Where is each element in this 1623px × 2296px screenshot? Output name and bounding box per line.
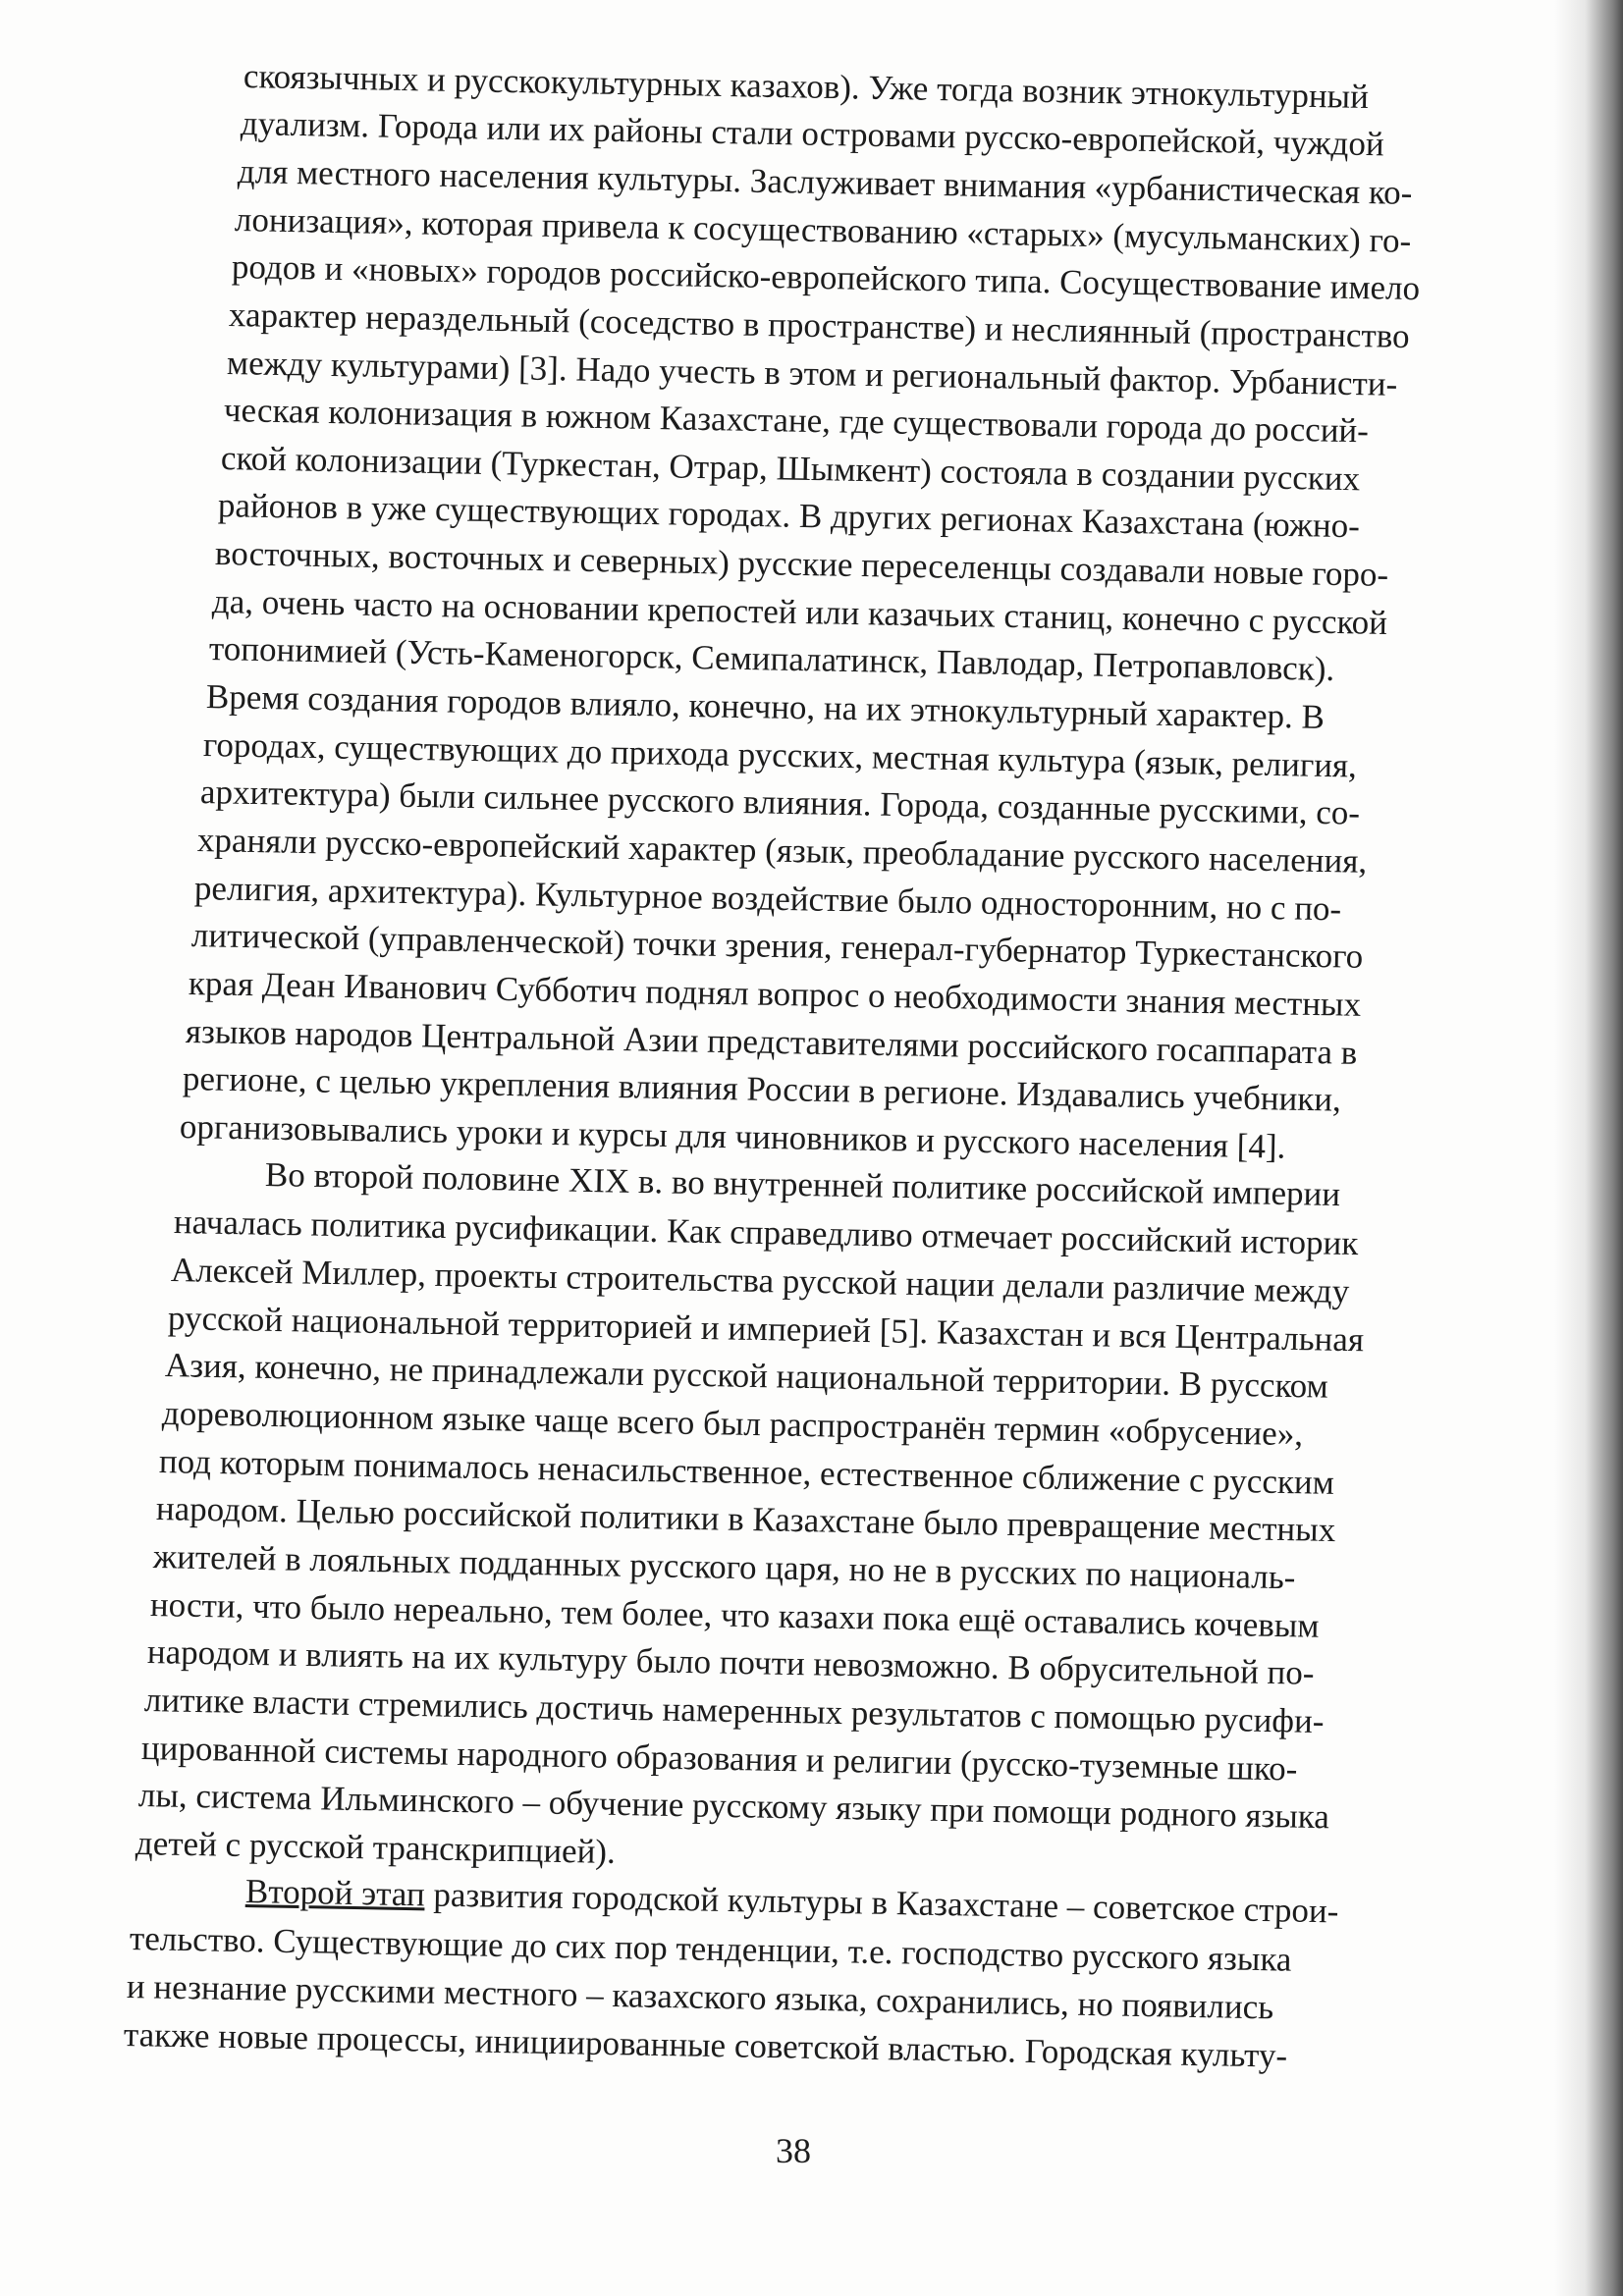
- text-line: между культурами) [3]. Надо учесть в этом и региональный фактор. Урбанисти-: [226, 344, 1398, 403]
- text-line: восточных, восточных и северных) русские переселенцы создавали новые горо-: [214, 534, 1389, 594]
- text-line: ской колонизации (Туркестан, Отрар, Шымкент) состояла в создании русских: [220, 439, 1361, 499]
- text-line: лы, система Ильминского – обучение русскому языку при помощи родного языка: [137, 1776, 1330, 1837]
- text-line: да, очень часто на основании крепостей или казачьих станиц, конечно с русской: [211, 582, 1388, 642]
- second-stage-text: развития городской культуры в Казахстане – советское строи-: [433, 1875, 1339, 1931]
- text-line: храняли русско-европейский характер (язык, преобладание русского населения,: [196, 821, 1368, 881]
- text-line: скоязычных и русскокультурных казахов). Уже тогда возник этнокультурный: [243, 57, 1370, 116]
- text-line: родов и «новых» городов российско-европейского типа. Сосуществование имело: [231, 247, 1421, 308]
- text-line: организовывались уроки и курсы для чиновников и русского населения [4].: [179, 1107, 1286, 1166]
- second-stage-label: Второй этап: [244, 1872, 426, 1914]
- text-line: под которым понималось ненасильственное, естественное сближение с русским: [158, 1442, 1335, 1502]
- text-line: для местного населения культуры. Заслуживает внимания «урбанистическая ко-: [237, 152, 1413, 212]
- text-line: тельство. Существующие до сих пор тенденции, т.е. господство русского языка: [129, 1919, 1292, 1979]
- text-line: также новые процессы, инициированные советской властью. Городская культу-: [123, 2015, 1288, 2075]
- text-line: ческая колонизация в южном Казахстане, где существовали города до россий-: [223, 391, 1370, 451]
- text-line: характер нераздельный (соседство в пространстве) и неслиянный (пространство: [228, 295, 1410, 356]
- text-line: ности, что было нереально, тем более, что казахи пока ещё оставались кочевым: [149, 1585, 1320, 1645]
- text-line: районов в уже существующих городах. В других регионах Казахстана (южно-: [217, 486, 1361, 546]
- text-line: Время создания городов влияло, конечно, на их этнокультурный характер. В: [205, 677, 1325, 736]
- text-line: цированной системы народного образования и религии (русско-туземные шко-: [140, 1729, 1298, 1789]
- text-line: народом и влиять на их культуру было почти невозможно. В обрусительной по-: [146, 1632, 1315, 1692]
- text-line: жителей в лояльных подданных русского царя, но не в русских по националь-: [152, 1537, 1296, 1597]
- text-line: и незнание русскими местного – казахского языка, сохранились, но появились: [126, 1967, 1274, 2027]
- text-line: литической (управленческой) точки зрения, генерал-губернатор Туркестанского: [190, 916, 1364, 976]
- text-line: началась политика русификации. Как справедливо отмечает российский историк: [173, 1202, 1359, 1263]
- text-line: религия, архитектура). Культурное воздействие было односторонним, но с по-: [193, 869, 1342, 929]
- text-line: края Деан Иванович Субботич поднял вопрос о необходимости знания местных: [188, 964, 1362, 1024]
- text-line: Азия, конечно, не принадлежали русской национальной территории. В русском: [164, 1346, 1329, 1406]
- text-line: Алексей Миллер, проекты строительства русской нации делали различие между: [170, 1251, 1350, 1310]
- text-line: дуализм. Города или их районы стали островами русско-европейской, чуждой: [240, 104, 1384, 164]
- text-line: регионе, с целью укрепления влияния России в регионе. Издавались учебники,: [182, 1059, 1342, 1119]
- text-line: лонизация», которая привела к сосуществованию «старых» (мусульманских) го-: [234, 200, 1412, 260]
- text-line: литике власти стремились достичь намеренных результатов с помощью русифи-: [143, 1681, 1325, 1741]
- text-line: архитектура) были сильнее русского влияния. Города, созданные русскими, со-: [199, 773, 1361, 832]
- text-line: Во второй половине XIX в. во внутренней политике российской империи: [264, 1155, 1341, 1214]
- text-line: народом. Целью российской политики в Казахстане было превращение местных: [155, 1489, 1336, 1550]
- text-line: языков народов Центральной Азии представителями российского госаппарата в: [185, 1012, 1358, 1072]
- text-line: русской национальной территорией и империей [5]. Казахстан и вся Центральная: [167, 1299, 1365, 1360]
- text-line: городах, существующих до прихода русских, местная культура (язык, религия,: [202, 725, 1358, 785]
- page-number: 38: [776, 2131, 811, 2170]
- text-line: дореволюционном языке чаще всего был распространён термин «обрусение»,: [161, 1394, 1304, 1454]
- text-line: топонимией (Усть-Каменогорск, Семипалатинск, Павлодар, Петропавловск).: [208, 629, 1335, 689]
- text-line: детей с русской транскрипцией).: [135, 1824, 617, 1871]
